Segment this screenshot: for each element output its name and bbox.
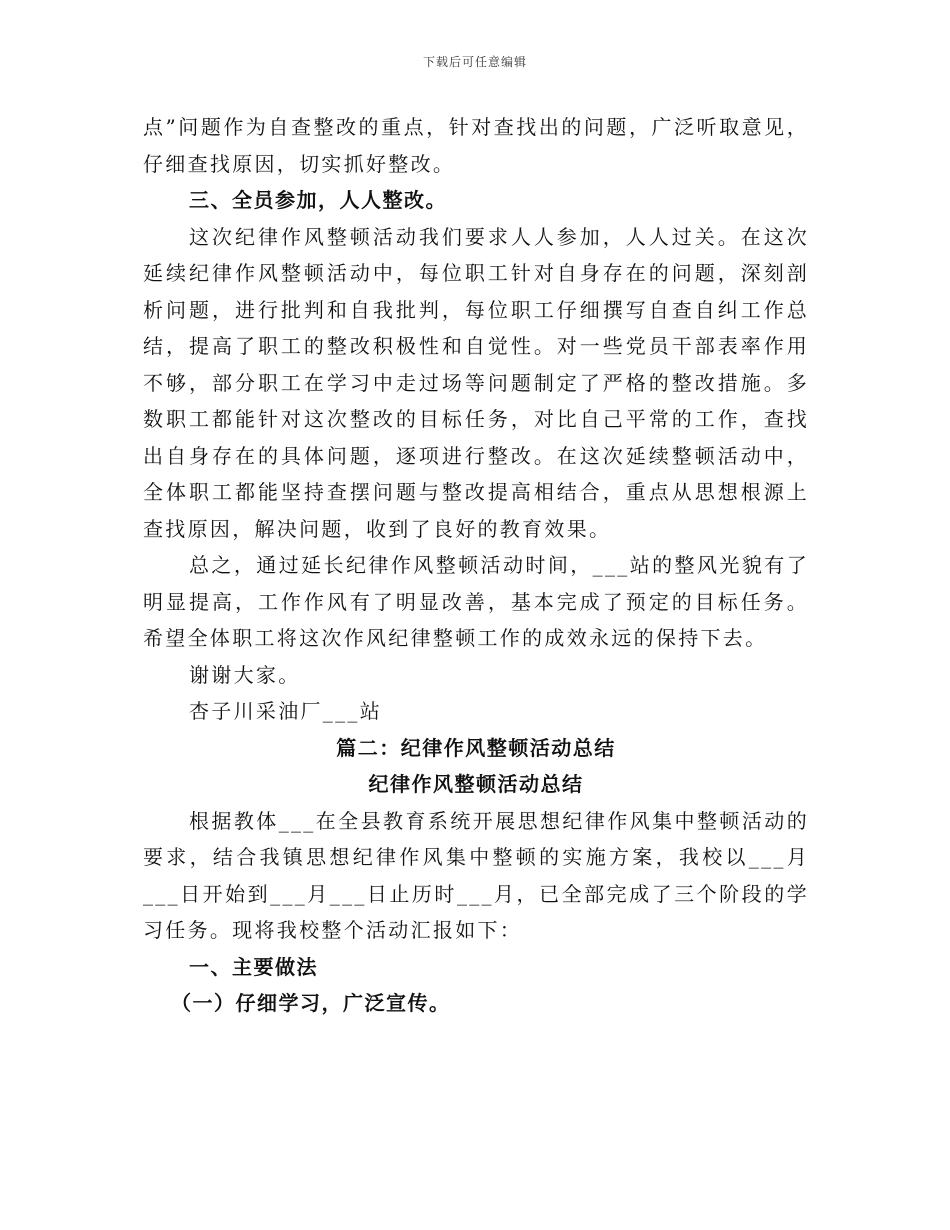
chapter-title: 篇二：纪律作风整顿活动总结 [336,735,616,760]
signature-line: 杏子川采油厂___站 [189,699,382,723]
paragraph: 总之，通过延长纪律作风整顿活动时间，___站的整风光貌有了明显提高，工作作风有了明显改善，基本完成了预定的目标任务。希望全体职工将这次作风纪律整顿工作的成效永远的保持下去。 [143,553,809,650]
document-body [143,109,809,1022]
section-heading: 一、主要做法 [189,954,318,979]
paragraph: 根据教体___在全县教育系统开展思想纪律作风集中整顿活动的要求，结合我镇思想纪律作风集中整顿的实施方案，我校以___月___日开始到___月___日止历时___月，已全部完成了三个阶段的学习任务。现将我校整个活动汇报如下： [143,808,809,942]
closing-line: 谢谢大家。 [189,662,301,687]
paragraph: 点”问题作为自查整改的重点，针对查找出的问题，广泛听取意见，仔细查找原因，切实抓好整改。 [143,115,809,176]
subsection-heading: （一）仔细学习，广泛宣传。 [171,991,451,1015]
paragraph: 这次纪律作风整顿活动我们要求人人参加，人人过关。在这次延续纪律作风整顿活动中，每位职工针对自身存在的问题，深刻剖析问题，进行批判和自我批判，每位职工仔细撰写自查自纠工作总结，提高了职工的整改积极性和自觉性。对一些党员干部表率作用不够，部分职工在学习中走过场等问题制定了严格的整改措施。多数职工都能针对这次整改的目标任务，对比自己平常的工作，查找出自身存在的具体问题，逐项进行整改。在这次延续整顿活动中，全体职工都能坚持查摆问题与整改提高相结合，重点从思想根源上查找原因，解决问题，收到了良好的教育效果。 [143,224,809,541]
page-header-note: 下载后可任意编辑 [422,55,527,69]
section-heading: 三、全员参加，人人整改。 [189,188,447,212]
article-title: 纪律作风整顿活动总结 [368,772,584,796]
